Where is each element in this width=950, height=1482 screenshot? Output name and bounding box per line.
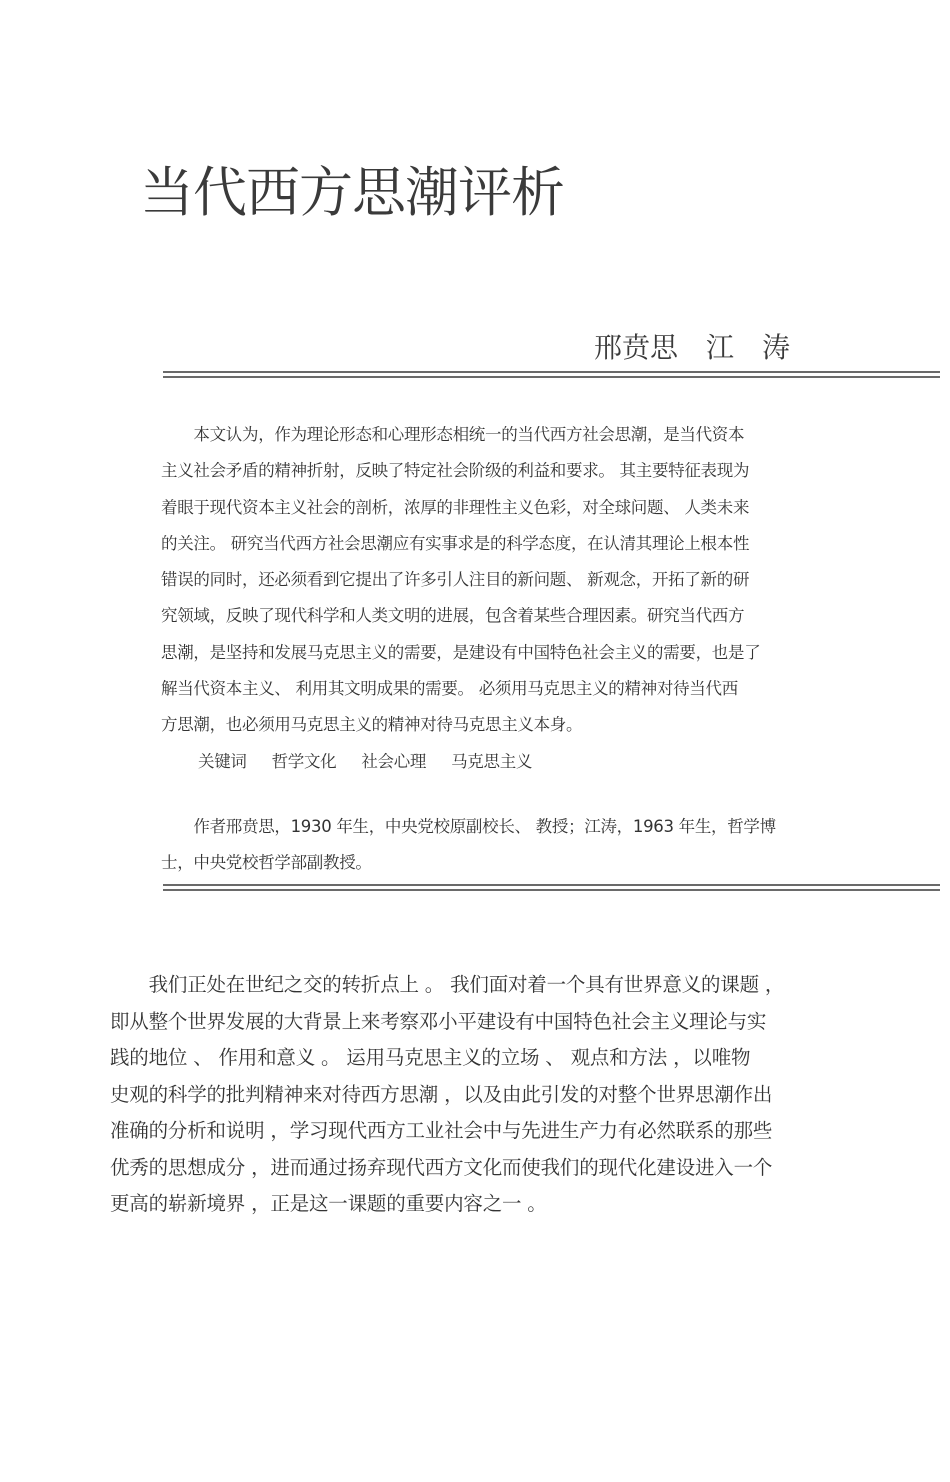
keywords-label: 关键词 bbox=[198, 751, 247, 771]
body-line: 践的地位 、 作用和意义 。 运用马克思主义的立场 、 观点和方法 ，以唯物 bbox=[110, 1046, 751, 1069]
abstract-line: 主义社会矛盾的精神折射，反映了特定社会阶级的利益和要求。 其主要特征表现为 bbox=[161, 461, 750, 481]
abstract bbox=[161, 417, 791, 780]
abstract-line: 究领域，反映了现代科学和人类文明的进展，包含着某些合理因素。研究当代西方 bbox=[161, 606, 745, 626]
keyword: 马克思主义 bbox=[451, 751, 533, 771]
abstract-line: 本文认为，作为理论形态和心理形态相统一的当代西方社会思潮，是当代资本 bbox=[161, 425, 745, 444]
keyword: 社会心理 bbox=[361, 751, 427, 771]
body-line: 准确的分析和说明 ，学习现代西方工业社会中与先进生产力有必然联系的那些 bbox=[110, 1119, 773, 1142]
abstract-line: 着眼于现代资本主义社会的剖析，浓厚的非理性主义色彩，对全球问题、 人类未来 bbox=[161, 497, 750, 517]
body-paragraph bbox=[110, 967, 840, 1223]
abstract-line: 方思潮，也必须用马克思主义的精神对待马克思主义本身。 bbox=[161, 715, 583, 735]
article-authors: 邢贲思 江 涛 bbox=[594, 331, 791, 364]
abstract-line: 解当代资本主义、 利用其文明成果的需要。 必须用马克思主义的精神对待当代西 bbox=[161, 679, 738, 699]
abstract-line: 错误的同时，还必须看到它提出了许多引人注目的新问题、 新观念，开拓了新的研 bbox=[161, 570, 750, 590]
article-title: 当代西方思潮评析 bbox=[140, 161, 564, 224]
body-line: 我们正处在世纪之交的转折点上 。 我们面对着一个具有世界意义的课题 ， bbox=[110, 973, 785, 996]
abstract-line: 的关注。 研究当代西方社会思潮应有实事求是的科学态度，在认清其理论上根本性 bbox=[161, 533, 750, 553]
body-line: 更高的崭新境界 ，正是这一课题的重要内容之一 。 bbox=[110, 1192, 547, 1215]
body-line: 史观的科学的批判精神来对待西方思潮 ，以及由此引发的对整个世界思潮作出 bbox=[110, 1082, 773, 1106]
author-note-line: 士，中央党校哲学部副教授。 bbox=[161, 853, 372, 873]
body-line: 优秀的思想成分 ，进而通过扬弃现代西方文化而使我们的现代化建设进入一个 bbox=[110, 1155, 773, 1179]
abstract-line: 思潮，是坚持和发展马克思主义的需要，是建设有中国特色社会主义的需要，也是了 bbox=[161, 642, 761, 662]
divider-top bbox=[163, 371, 940, 378]
keyword: 哲学文化 bbox=[271, 751, 337, 771]
author-note-line: 作者邢贲思，1930 年生，中央党校原副校长、 教授；江涛，1963 年生，哲学博 bbox=[161, 817, 776, 836]
author-note bbox=[161, 809, 791, 882]
divider-bottom bbox=[163, 884, 940, 891]
keywords-line bbox=[161, 744, 791, 780]
body-line: 即从整个世界发展的大背景上来考察邓小平建设有中国特色社会主义理论与实 bbox=[110, 1009, 767, 1033]
